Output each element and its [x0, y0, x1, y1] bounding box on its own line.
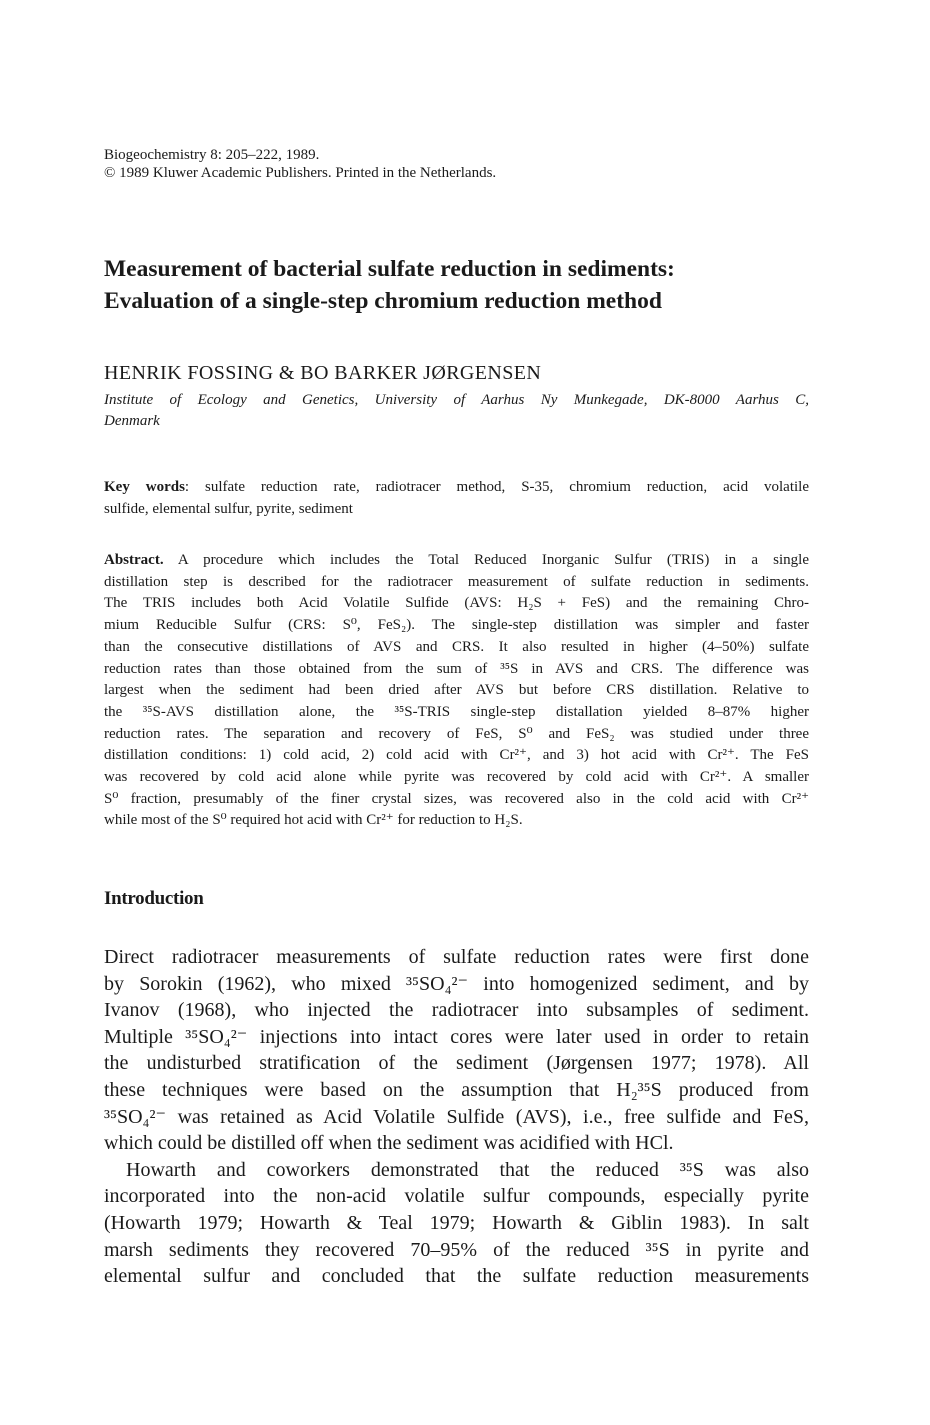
intro-paragraph-2 — [104, 1157, 809, 1290]
abstract-label: Abstract. — [104, 552, 164, 568]
affiliation-line-2: Denmark — [104, 413, 160, 429]
abstract — [104, 550, 809, 832]
body-line: (Howarth 1979; Howarth & Teal 1979; Howarth & Giblin 1983). In salt — [104, 1211, 809, 1234]
body-line: these techniques were based on the assumption that H₂³⁵S produced from — [104, 1078, 809, 1101]
body-line: by Sorokin (1962), who mixed ³⁵SO₄²⁻ into homogenized sediment, and by — [104, 972, 809, 995]
affiliation-line-1: Institute of Ecology and Genetics, University of Aarhus Ny Munkegade, DK-8000 Aarhus C, — [104, 392, 809, 408]
abstract-line: reduction rates. The separation and recovery of FeS, S⁰ and FeS₂ was studied under three — [104, 725, 809, 742]
body-line: marsh sediments they recovered 70–95% of the reduced ³⁵S in pyrite and — [104, 1238, 809, 1261]
body-line: Howarth and coworkers demonstrated that the reduced ³⁵S was also — [126, 1158, 809, 1181]
keywords-text-1: : sulfate reduction rate, radiotracer method, S-35, chromium reduction, acid volatile — [184, 479, 809, 495]
title-line-2: Evaluation of a single-step chromium reduction method — [104, 288, 662, 314]
keywords-label: Key words — [104, 479, 185, 495]
journal-citation: Biogeochemistry 8: 205–222, 1989. — [104, 147, 320, 163]
introduction-body — [104, 944, 809, 1290]
body-line: ³⁵SO₄²⁻ was retained as Acid Volatile Sulfide (AVS), i.e., free sulfide and FeS, — [104, 1105, 809, 1128]
body-line: Direct radiotracer measurements of sulfate reduction rates were first done — [104, 946, 809, 968]
journal-header — [104, 146, 496, 182]
body-line: incorporated into the non-acid volatile sulfur compounds, especially pyrite — [104, 1185, 809, 1208]
abstract-line: largest when the sediment had been dried after AVS but before CRS distillation. Relative to — [104, 682, 809, 699]
abstract-line-text: A procedure which includes the Total Reduced Inorganic Sulfur (TRIS) in a single — [163, 552, 809, 568]
body-line: elemental sulfur and concluded that the sulfate reduction measurements — [104, 1265, 809, 1288]
abstract-line: reduction rates than those obtained from the sum of ³⁵S in AVS and CRS. The difference was — [104, 660, 809, 677]
abstract-line: mium Reducible Sulfur (CRS: S⁰, FeS₂). The single-step distillation was simpler and faster — [104, 617, 809, 634]
affiliation — [104, 390, 809, 432]
body-line: which could be distilled off when the sediment was acidified with HCl. — [104, 1132, 674, 1155]
title-line-1: Measurement of bacterial sulfate reduction in sediments: — [104, 256, 675, 282]
abstract-line: while most of the S⁰ required hot acid with Cr²⁺ for reduction to H₂S. — [104, 812, 523, 829]
abstract-line: the ³⁵S-AVS distillation alone, the ³⁵S-TRIS single-step distallation yielded 8–87% higher — [104, 703, 809, 720]
body-line: the undisturbed stratification of the sediment (Jørgensen 1977; 1978). All — [104, 1052, 809, 1075]
keywords-line-1 — [104, 477, 809, 499]
author-list: HENRIK FOSSING & BO BARKER JØRGENSEN — [104, 362, 542, 384]
abstract-line: distillation step is described for the radiotracer measurement of sulfate reduction in sediments. — [104, 573, 809, 590]
abstract-line: distillation conditions: 1) cold acid, 2) cold acid with Cr²⁺, and 3) hot acid with Cr²⁺. The FeS — [104, 747, 809, 764]
abstract-line — [104, 550, 809, 572]
body-line: Ivanov (1968), who injected the radiotracer into subsamples of sediment. — [104, 999, 809, 1022]
keywords — [104, 477, 809, 520]
copyright-line: © 1989 Kluwer Academic Publishers. Printed in the Netherlands. — [104, 165, 497, 181]
introduction-heading: Introduction — [104, 888, 204, 909]
intro-paragraph-1 — [104, 944, 809, 1157]
abstract-line: S⁰ fraction, presumably of the finer crystal sizes, was recovered also in the cold acid with Cr²⁺ — [104, 790, 809, 807]
abstract-line: than the consecutive distillations of AVS and CRS. It also resulted in higher (4–50%) sulfate — [104, 638, 809, 655]
abstract-line: was recovered by cold acid alone while pyrite was recovered by cold acid with Cr²⁺. A smaller — [104, 769, 809, 786]
article-title — [104, 253, 844, 317]
abstract-line: The TRIS includes both Acid Volatile Sulfide (AVS: H₂S + FeS) and the remaining Chro- — [104, 595, 809, 612]
body-line: Multiple ³⁵SO₄²⁻ injections into intact cores were later used in order to retain — [104, 1025, 809, 1048]
keywords-line-2: sulfide, elemental sulfur, pyrite, sediment — [104, 500, 353, 517]
